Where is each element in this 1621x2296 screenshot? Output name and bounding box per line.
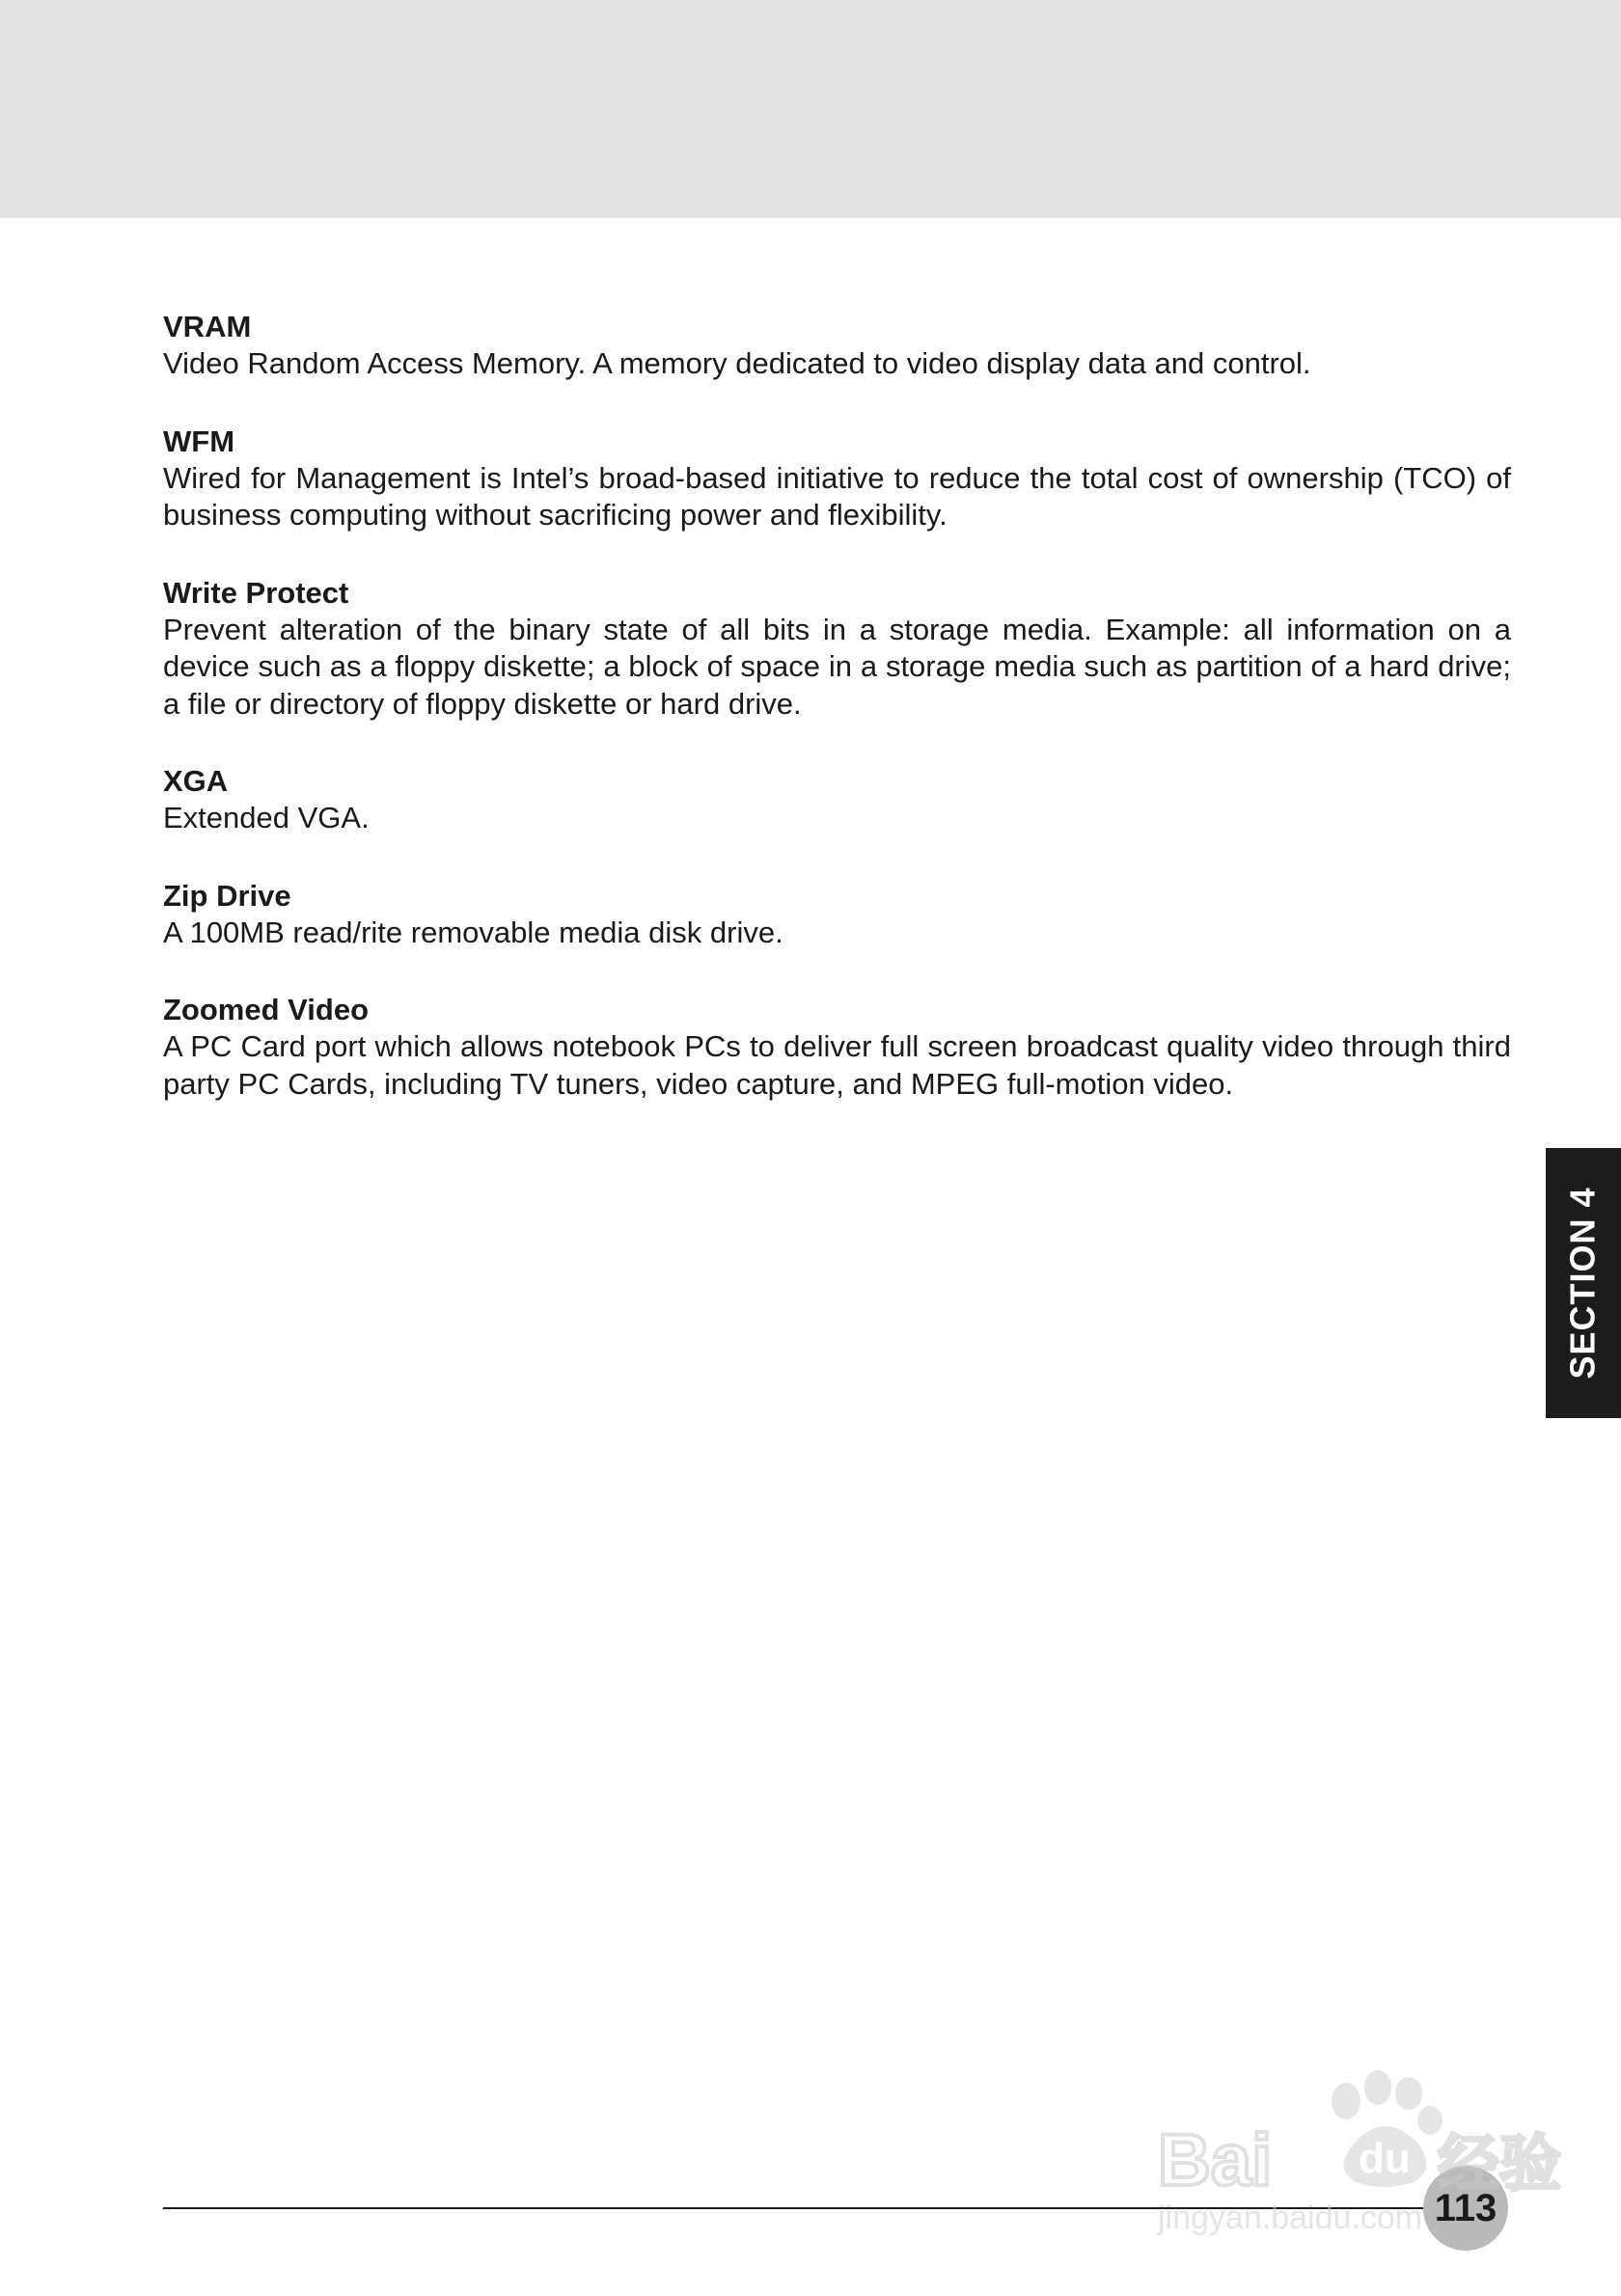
- glossary-entry-write-protect: [163, 575, 1511, 724]
- glossary-term: WFM: [163, 424, 235, 458]
- header-band: [0, 0, 1621, 218]
- glossary-entry-wfm: [163, 424, 1511, 534]
- svg-text:jingyan.baidu.com: jingyan.baidu.com: [1158, 2200, 1423, 2236]
- baidu-watermark-logo: [1148, 2045, 1561, 2248]
- glossary-definition: Prevent alteration of the binary state of all bits in a storage media. Example: all information on a device such as a floppy diskette; a block of space in a storage media such as partition of a hard drive; a file or directory of floppy diskette or hard drive.: [163, 612, 1511, 721]
- glossary-term: Zoomed Video: [163, 993, 370, 1026]
- glossary-entry-zoomed-video: [163, 992, 1511, 1103]
- glossary-definition: Video Random Access Memory. A memory dedicated to video display data and control.: [163, 346, 1311, 380]
- glossary-term: Zip Drive: [163, 878, 291, 913]
- glossary-definition: A 100MB read/rite removable media disk drive.: [163, 915, 783, 949]
- glossary-definition: Wired for Management is Intel’s broad-based initiative to reduce the total cost of ownership (TCO) of business computing without sacrificing power and flexibility.: [163, 460, 1511, 532]
- glossary-term: VRAM: [163, 310, 252, 343]
- section-tab-label: SECTION 4: [1563, 1187, 1604, 1380]
- glossary-term: Write Protect: [163, 575, 349, 610]
- svg-text:du: du: [1359, 2135, 1411, 2182]
- svg-text:Bai: Bai: [1158, 2119, 1273, 2201]
- glossary-definition: Extended VGA.: [163, 801, 370, 834]
- section-tab: [1546, 1148, 1621, 1418]
- glossary-term: XGA: [163, 764, 229, 798]
- glossary: [163, 309, 1511, 1143]
- glossary-entry-xga: [163, 763, 1511, 837]
- svg-text:经验: 经验: [1438, 2129, 1561, 2199]
- glossary-entry-vram: [163, 309, 1511, 383]
- glossary-definition: A PC Card port which allows notebook PCs to deliver full screen broadcast quality video through third party PC Cards, including TV tuners, video capture, and MPEG full-motion video.: [163, 1029, 1511, 1101]
- glossary-entry-zip-drive: [163, 878, 1511, 952]
- page-number: 113: [1434, 2186, 1497, 2229]
